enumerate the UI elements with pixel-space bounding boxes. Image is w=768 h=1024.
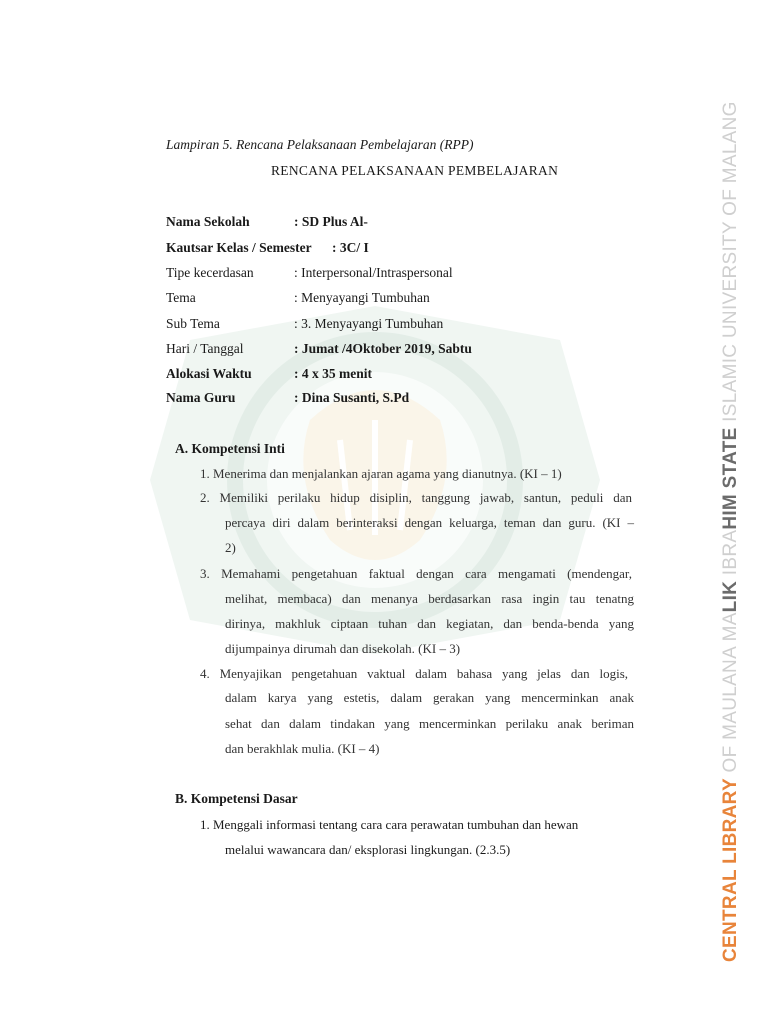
theme-label: Tema bbox=[166, 290, 196, 305]
side-watermark-part: IBRA bbox=[720, 529, 741, 576]
document-title: RENCANA PELAKSANAAN PEMBELAJARAN bbox=[271, 163, 559, 178]
core-competency-line: melihat, membaca) dan menanya berdasarkan rasa ingin tau tenatng bbox=[225, 591, 634, 606]
date-label: Hari / Tanggal bbox=[166, 341, 244, 356]
class-value: : 3C/ I bbox=[332, 240, 369, 255]
side-watermark-part: IC UNIVERSITY OF MALANG bbox=[720, 101, 741, 364]
side-watermark-part: LIK bbox=[720, 575, 741, 613]
teacher-label: Nama Guru bbox=[166, 390, 236, 405]
side-watermark-part: STATE bbox=[720, 421, 741, 489]
core-competency-item: 3. Memahami pengetahuan faktual dengan cara mengamati (mendengar, bbox=[200, 566, 632, 581]
core-competency-item: 2. Memiliki perilaku hidup disiplin, tanggung jawab, santun, peduli dan bbox=[200, 490, 632, 505]
core-competency-line: dijumpainya dirumah dan disekolah. (KI – 3) bbox=[225, 641, 461, 656]
teacher-value: : Dina Susanti, S.Pd bbox=[294, 390, 410, 405]
time-allocation-label: Alokasi Waktu bbox=[166, 366, 252, 381]
school-label: Nama Sekolah bbox=[166, 214, 250, 229]
side-watermark-part: CENTRAL LIBRARY bbox=[720, 778, 741, 962]
side-watermark-part: ISLAM bbox=[720, 363, 741, 422]
basic-competency-item: 1. Menggali informasi tentang cara cara perawatan tumbuhan dan hewan bbox=[200, 817, 579, 832]
core-competency-line: sehat dan dalam tindakan yang mencerminkan perilaku anak beriman bbox=[225, 716, 634, 731]
core-competency-item: 4. Menyajikan pengetahuan vaktual dalam bahasa yang jelas dan logis, bbox=[200, 666, 628, 681]
basic-competency-line: melalui wawancara dan/ eksplorasi lingkungan. (2.3.5) bbox=[225, 842, 511, 857]
section-a-heading: A. Kompetensi Inti bbox=[175, 441, 285, 456]
core-competency-item: 1. Menerima dan menjalankan ajaran agama yang dianutnya. (KI – 1) bbox=[200, 466, 562, 481]
core-competency-line: 2) bbox=[225, 540, 236, 555]
theme-value: : Menyayangi Tumbuhan bbox=[294, 290, 430, 305]
side-watermark-part: OF MAULANA MA bbox=[720, 612, 741, 779]
date-value: : Jumat /4Oktober 2019, Sabtu bbox=[294, 341, 472, 356]
time-allocation-value: : 4 x 35 menit bbox=[294, 366, 372, 381]
core-competency-line: percaya diri dalam berinteraksi dengan keluarga, teman dan guru. (KI – bbox=[225, 515, 634, 530]
section-b-heading: B. Kompetensi Dasar bbox=[175, 791, 298, 806]
core-competency-line: dirinya, makhluk ciptaan tuhan dan kegiatan, dan benda-benda yang bbox=[225, 616, 634, 631]
class-label: Kautsar Kelas / Semester bbox=[166, 240, 312, 255]
subtheme-value: : 3. Menyayangi Tumbuhan bbox=[294, 316, 444, 331]
school-value: : SD Plus Al- bbox=[294, 214, 368, 229]
side-watermark-part: HIM bbox=[720, 488, 741, 530]
appendix-caption: Lampiran 5. Rencana Pelaksanaan Pembelajaran (RPP) bbox=[166, 137, 474, 152]
core-competency-line: dan berakhlak mulia. (KI – 4) bbox=[225, 741, 380, 756]
intelligence-type-label: Tipe kecerdasan bbox=[166, 265, 254, 280]
intelligence-type-value: : Interpersonal/Intraspersonal bbox=[294, 265, 453, 280]
subtheme-label: Sub Tema bbox=[166, 316, 220, 331]
core-competency-line: dalam karya yang estetis, dalam gerakan yang mencerminkan anak bbox=[225, 690, 634, 705]
